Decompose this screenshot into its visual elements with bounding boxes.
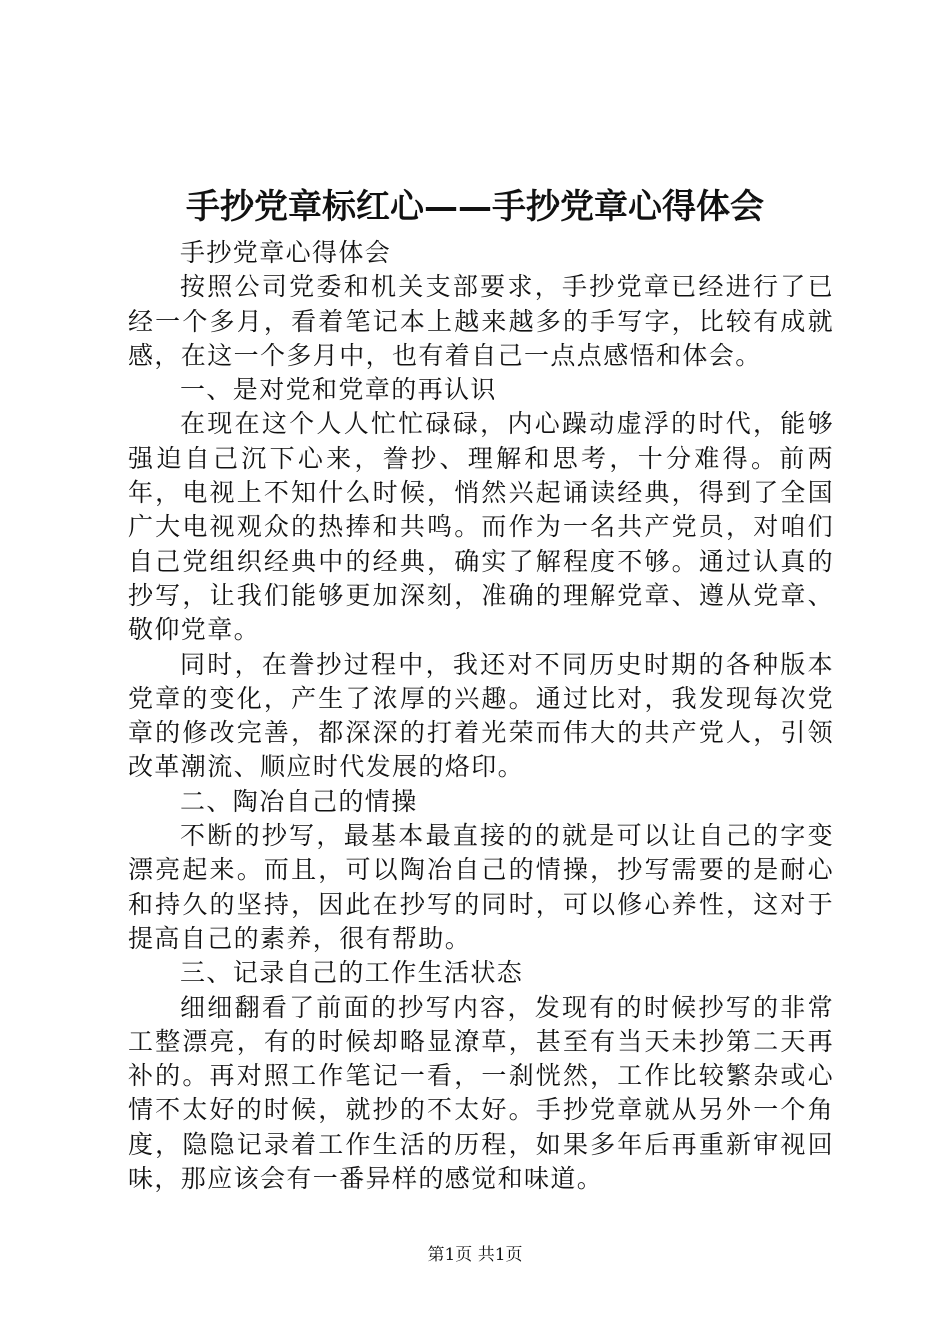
section-1-paragraph-1: 在现在这个人人忙忙碌碌，内心躁动虚浮的时代，能够强迫自己沉下心来，誊抄、理解和思考，十分难得。前两年，电视上不知什么时候，悄然兴起诵读经典，得到了全国广大电视观众的热捧和共鸣。而作为一名共产党员，对咱们自己党组织经典中的经典，确实了解程度不够。通过认真的抄写，让我们能够更加深刻，准确的理解党章、遵从党章、敬仰党章。: [128, 409, 834, 645]
section-3-paragraph: 细细翻看了前面的抄写内容，发现有的时候抄写的非常工整漂亮，有的时候却略显潦草，甚至有当天未抄第二天再补的。再对照工作笔记一看，一刹恍然，工作比较繁杂或心情不太好的时候，就抄的不太好。手抄党章就从另外一个角度，隐隐记录着工作生活的历程，如果多年后再重新审视回味，那应该会有一番异样的感觉和味道。: [128, 992, 834, 1194]
section-heading-2: 二、陶冶自己的情操: [180, 786, 418, 816]
document-title: 手抄党章标红心——手抄党章心得体会: [186, 187, 764, 227]
section-2-paragraph: 不断的抄写，最基本最直接的的就是可以让自己的字变漂亮起来。而且，可以陶冶自己的情操，抄写需要的是耐心和持久的坚持，因此在抄写的同时，可以修心养性，这对于提高自己的素养，很有帮助。: [128, 821, 834, 953]
page-footer: 第1页 共1页: [427, 1245, 523, 1265]
section-1-paragraph-2: 同时，在誊抄过程中，我还对不同历史时期的各种版本党章的变化，产生了浓厚的兴趣。通过比对，我发现每次党章的修改完善，都深深的打着光荣而伟大的共产党人，引领改革潮流、顺应时代发展的烙印。: [128, 649, 834, 782]
document-body: [128, 236, 834, 1196]
section-heading-1: 一、是对党和党章的再认识: [180, 375, 497, 405]
subtitle-paragraph: 手抄党章心得体会: [180, 238, 392, 267]
section-heading-3: 三、记录自己的工作生活状态: [180, 958, 524, 988]
intro-paragraph: 按照公司党委和机关支部要求，手抄党章已经进行了已经一个多月，看着笔记本上越来越多的手写字，比较有成就感，在这一个多月中，也有着自己一点点感悟和体会。: [128, 272, 834, 370]
